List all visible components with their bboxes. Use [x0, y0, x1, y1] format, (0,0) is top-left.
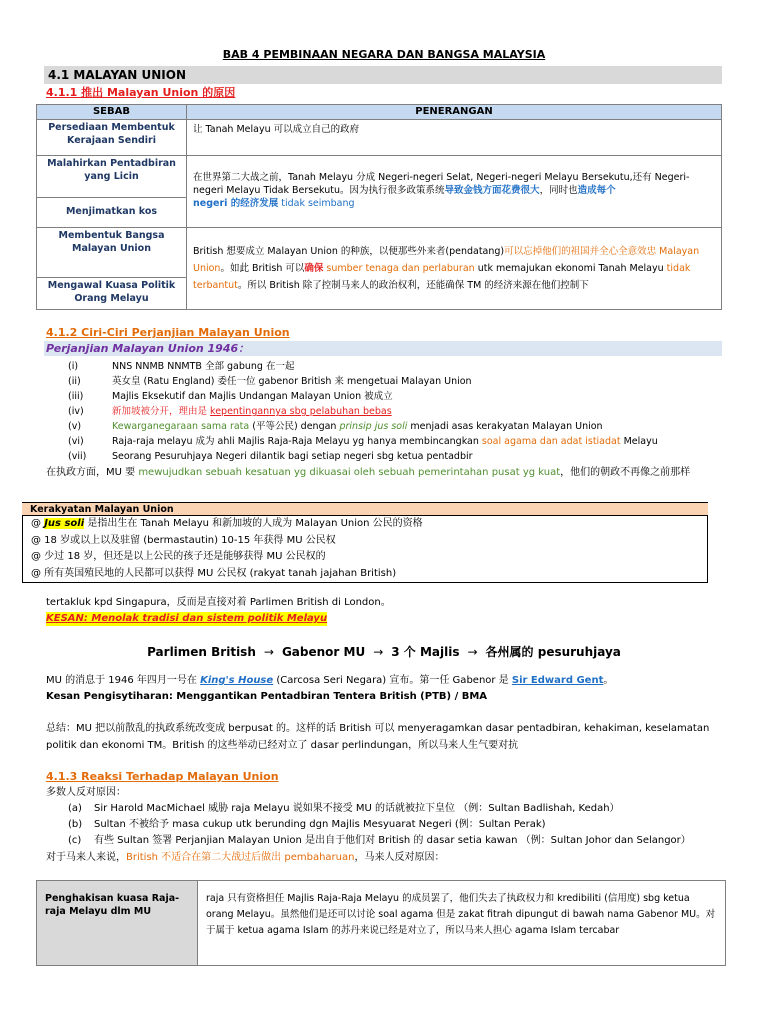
explanation-cell: 让 Tanah Melayu 可以成立自己的政府 [187, 120, 722, 156]
list-item: (vii) Seorang Pesuruhjaya Negeri dilantik bagi setiap negeri sbg ketua pentadbir [68, 451, 473, 462]
reason-cell: Malahirkan Pentadbiran yang Licin [37, 156, 187, 198]
malay-reaction-line: 对于马来人来说，British 不适合在第二大战过后做出 pembaharuan，马来人反对原因： [46, 852, 445, 863]
executive-note: 在执政方面，MU 要 mewujudkan sebuah kesatuan yg dikuasai oleh sebuah pemerintahan pusat yg kuat，他们的朝政不再像之前那样 [46, 467, 691, 478]
kerakyatan-line: @ 18 岁或以上以及驻留 (bermastautin) 10-15 年获得 MU 公民权 [31, 534, 336, 546]
list-item: (v) Kewarganegaraan sama rata (平等公民) dengan prinsip jus soli menjadi asas kerakyatan Malayan Union [68, 421, 603, 432]
section-4-1-heading: 4.1 MALAYAN UNION [44, 66, 722, 84]
summary-paragraph: 总结：MU 把以前散乱的执政系统改变成 berpusat 的。这样的话 British 可以 menyeragamkan dasar pentadbiran, kehakiman, keselamatan politik dan ekonomi TM。British 的这些举动已经对立了 dasar perlindungan，所以马来人生气要对抗 [46, 723, 710, 751]
perjanjian-title: Perjanjian Malayan Union 1946： [46, 342, 250, 355]
list-item: (iii) Majlis Eksekutif dan Majlis Undangan Malayan Union 被成立 [68, 391, 393, 402]
page-title: BAB 4 PEMBINAAN NEGARA DAN BANGSA MALAYSIA [222, 48, 546, 61]
edward-gent-link[interactable]: Sir Edward Gent [511, 675, 604, 686]
kerakyatan-box-heading: Kerakyatan Malayan Union [22, 502, 708, 515]
explanation-cell: 在世界第二大战之前，Tanah Melayu 分成 Negeri-negeri Selat, Negeri-negeri Melayu Bersekutu,还有 Negeri-negeri Melayu Tidak Bersekutu。因为执行很多政策系统导致金钱方面花费很大，同时也造成每个 negeri 的经济发展 tidak seimbang [187, 156, 722, 228]
arrow-right-icon: → [263, 645, 274, 659]
list-item: (i) NNS NNMB NNMTB 全部 gabung 在一起 [68, 361, 295, 372]
table-header-penerangan: PENERANGAN [187, 105, 722, 120]
list-item: (iv) 新加坡被分开，理由是 kepentingannya sbg pelabuhan bebas [68, 406, 392, 417]
list-item: (b) Sultan 不被给予 masa cukup utk berunding dgn Majlis Mesyuarat Negeri (例：Sultan Perak) [68, 819, 546, 830]
section-4-1-3-heading: 4.1.3 Reaksi Terhadap Malayan Union [46, 770, 279, 783]
flow-step: 各州属的 pesuruhjaya [485, 645, 621, 659]
flow-step: 3 个 Majlis [391, 645, 460, 659]
announcement-line: MU 的消息于 1946 年四月一号在 King's House (Carcosa Seri Negara) 宣布。第一任 Gabenor 是 Sir Edward Gent。 [46, 675, 614, 686]
reason-heading-cell: Penghakisan kuasa Raja-raja Melayu dlm MU [37, 881, 198, 966]
list-item: (vi) Raja-raja melayu 成为 ahli Majlis Raja-Raja Melayu yg hanya membincangkan soal agama dan adat istiadat Melayu [68, 436, 658, 447]
flow-step: Parlimen British [147, 645, 256, 659]
list-item: (c) 有些 Sultan 签署 Perjanjian Malayan Union 是出自于他们对 British 的 dasar setia kawan （例：Sultan Johor dan Selangor） [68, 835, 691, 846]
arrow-right-icon: → [467, 645, 478, 659]
section-4-1-1-heading: 4.1.1 推出 Malayan Union 的原因 [46, 86, 236, 99]
reason-cell: Menjimatkan kos [37, 198, 187, 228]
reason-cell: Mengawal Kuasa Politik Orang Melayu [37, 278, 187, 310]
list-item: (a) Sir Harold MacMichael 威胁 raja Melayu 说如果不接受 MU 的话就被拉下皇位 （例：Sultan Badlishah, Kedah） [68, 803, 620, 814]
section-4-1-2-heading: 4.1.2 Ciri-Ciri Perjanjian Malayan Union [46, 326, 290, 339]
hierarchy-flow [0, 644, 768, 660]
opposition-intro: 多数人反对原因： [46, 787, 126, 798]
table-header-sebab: SEBAB [37, 105, 187, 120]
reason-cell: Membentuk Bangsa Malayan Union [37, 228, 187, 278]
malay-reasons-table [36, 880, 726, 966]
arrow-right-icon: → [373, 645, 384, 659]
tertakluk-line: tertakluk kpd Singapura，反而是直接对着 Parlimen British di London。 [46, 597, 391, 608]
reason-cell: Persediaan Membentuk Kerajaan Sendiri [37, 120, 187, 156]
kerakyatan-line: @ 少过 18 岁，但还是以上公民的孩子还是能够获得 MU 公民权的 [31, 551, 326, 562]
kerakyatan-line: @ Jus soli 是指出生在 Tanah Melayu 和新加坡的人成为 Malayan Union 公民的资格 [31, 518, 423, 529]
kerakyatan-box [22, 515, 708, 583]
reasons-table [36, 104, 722, 310]
list-item: (ii) 英女皇 (Ratu England) 委任一位 gabenor British 来 mengetuai Malayan Union [68, 376, 472, 387]
kesan-line: KESAN: Menolak tradisi dan sistem politik Melayu [46, 613, 328, 624]
reason-detail-cell: raja 只有资格担任 Majlis Raja-Raja Melayu 的成员罢了，他们失去了执政权力和 kredibiliti (信用度) sbg ketua orang Melayu。虽然他们是还可以讨论 soal agama 但是 zakat fitrah dipungut di bawah nama Gabenor MU。对于属于 ketua agama Islam 的苏丹来说已经是对立了，所以马来人担心 agama Islam tercabar [198, 881, 726, 966]
flow-step: Gabenor MU [281, 645, 366, 659]
kesan-pengisytiharan: Kesan Pengisytiharan: Menggantikan Pentadbiran Tentera British (PTB) / BMA [46, 691, 488, 702]
kerakyatan-line: @ 所有英国殖民地的人民都可以获得 MU 公民权 (rakyat tanah jajahan British) [31, 567, 397, 579]
explanation-cell: British 想要成立 Malayan Union 的种族，以便那些外来者(pendatang)可以忘掉他们的祖国并全心全意效忠 Malayan Union。如此 British 可以确保 sumber tenaga dan perlaburan utk memajukan ekonomi Tanah Melayu tidak terbantut。所以 British 除了控制马来人的政治权利，还能确保 TM 的经济来源在他们控制下 [187, 228, 722, 310]
kings-house-link[interactable]: King's House [200, 675, 274, 686]
